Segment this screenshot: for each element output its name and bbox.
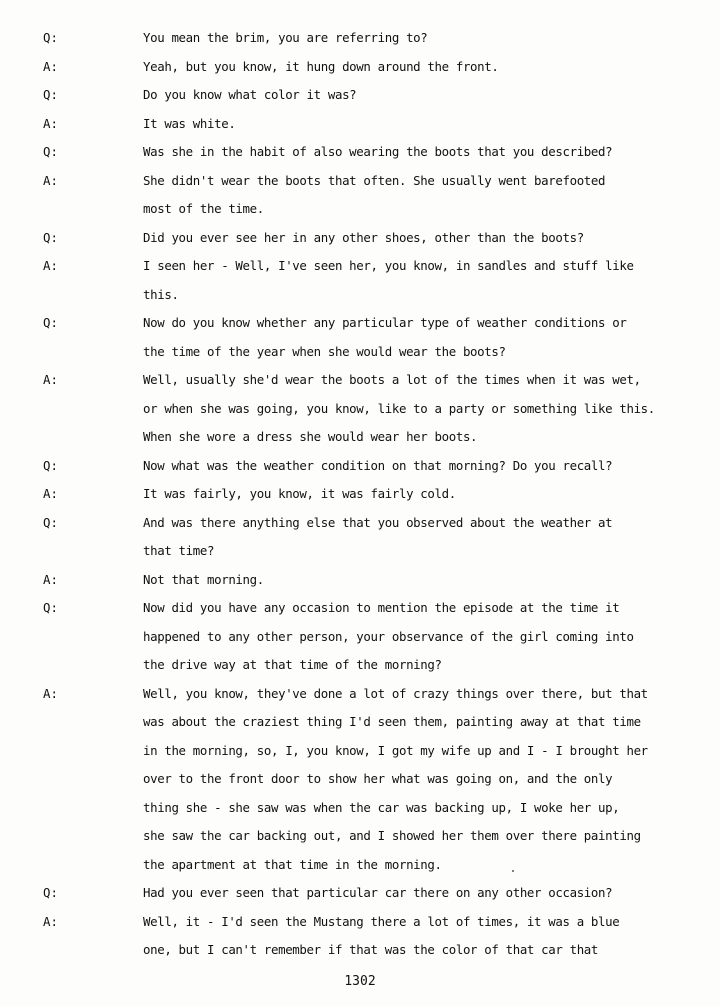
line-text: thing she - she saw was when the car was backing up, I woke her up,	[143, 799, 620, 815]
line-text: She didn't wear the boots that often. She usually went barefooted	[143, 172, 606, 188]
transcript-line	[0, 281, 720, 309]
line-text: most of the time.	[143, 201, 264, 216]
transcript-line	[0, 765, 720, 793]
transcript-line	[0, 81, 720, 109]
line-text: Well, usually she'd wear the boots a lot of the times when it was wet,	[143, 372, 641, 387]
line-text: Well, you know, they've done a lot of crazy things over there, but that	[143, 685, 648, 701]
transcript-line	[0, 252, 720, 280]
speaker-label: A:	[43, 685, 58, 701]
speaker-label: Q:	[43, 87, 58, 102]
line-text: the drive way at that time of the morning?	[143, 657, 442, 672]
line-text: When she wore a dress she would wear her boots.	[143, 429, 478, 444]
line-text: I seen her - Well, I've seen her, you know, in sandles and stuff like	[143, 258, 634, 273]
line-text: the apartment at that time in the morning.	[143, 856, 442, 872]
line-text: or when she was going, you know, like to a party or something like this.	[143, 400, 655, 416]
transcript-line	[0, 195, 720, 223]
transcript-line	[0, 879, 720, 907]
speaker-label: A:	[43, 372, 58, 387]
transcript-line	[0, 537, 720, 565]
line-text: Not that morning.	[143, 571, 264, 587]
transcript-line	[0, 366, 720, 394]
transcript-line	[0, 309, 720, 337]
speaker-label: Q:	[43, 600, 58, 615]
transcript-line	[0, 423, 720, 451]
transcript-line	[0, 851, 720, 879]
transcript-line	[0, 138, 720, 166]
line-text: It was white.	[143, 115, 236, 131]
transcript-line	[0, 338, 720, 366]
transcript-line	[0, 509, 720, 537]
speaker-label: A:	[43, 172, 58, 188]
transcript-line	[0, 452, 720, 480]
line-text: Did you ever see her in any other shoes, other than the boots?	[143, 229, 584, 245]
transcript-line	[0, 680, 720, 708]
speaker-label: A:	[43, 486, 58, 501]
line-text: It was fairly, you know, it was fairly cold.	[143, 486, 456, 501]
scan-speck	[512, 870, 514, 872]
line-text: happened to any other person, your observance of the girl coming into	[143, 628, 634, 644]
speaker-label: Q:	[43, 885, 58, 900]
page-number: 1302	[344, 974, 376, 989]
line-text: Had you ever seen that particular car there on any other occasion?	[143, 885, 613, 900]
transcript-line	[0, 480, 720, 508]
transcript-line	[0, 566, 720, 594]
speaker-label: Q:	[43, 144, 58, 159]
line-text: was about the craziest thing I'd seen them, painting away at that time	[143, 714, 641, 729]
speaker-label: Q:	[43, 229, 58, 245]
line-text: You mean the brim, you are referring to?	[143, 30, 428, 45]
transcript-line	[0, 53, 720, 81]
line-text: Now did you have any occasion to mention the episode at the time it	[143, 600, 620, 615]
line-text: the time of the year when she would wear the boots?	[143, 343, 506, 359]
speaker-label: Q:	[43, 514, 58, 530]
line-text: in the morning, so, I, you know, I got my wife up and I - I brought her	[143, 742, 648, 758]
line-text: that time?	[143, 543, 215, 558]
transcript-line	[0, 24, 720, 52]
speaker-label: Q:	[43, 315, 58, 330]
transcript-line	[0, 651, 720, 679]
speaker-label: A:	[43, 913, 58, 929]
transcript-line	[0, 594, 720, 622]
transcript-line	[0, 708, 720, 736]
line-text: Well, it - I'd seen the Mustang there a lot of times, it was a blue	[143, 913, 620, 929]
speaker-label: Q:	[43, 30, 58, 45]
transcript-line	[0, 167, 720, 195]
transcript-line	[0, 395, 720, 423]
line-text: this.	[143, 286, 179, 302]
speaker-label: A:	[43, 58, 58, 74]
line-text: Was she in the habit of also wearing the boots that you described?	[143, 144, 613, 159]
speaker-label: A:	[43, 115, 58, 131]
transcript-line	[0, 822, 720, 850]
line-text: one, but I can't remember if that was the color of that car that	[143, 942, 599, 957]
line-text: And was there anything else that you observed about the weather at	[143, 514, 613, 530]
line-text: Now do you know whether any particular type of weather conditions or	[143, 315, 627, 330]
line-text: Do you know what color it was?	[143, 87, 357, 102]
transcript-line	[0, 908, 720, 936]
speaker-label: A:	[43, 571, 58, 587]
line-text: Yeah, but you know, it hung down around the front.	[143, 58, 499, 74]
line-text: Now what was the weather condition on that morning? Do you recall?	[143, 457, 613, 473]
transcript-line	[0, 224, 720, 252]
transcript-line	[0, 794, 720, 822]
line-text: over to the front door to show her what was going on, and the only	[143, 771, 613, 786]
transcript-line	[0, 110, 720, 138]
speaker-label: Q:	[43, 457, 58, 473]
transcript-line	[0, 936, 720, 964]
line-text: she saw the car backing out, and I showed her them over there painting	[143, 828, 641, 843]
transcript-line	[0, 623, 720, 651]
transcript-line	[0, 737, 720, 765]
speaker-label: A:	[43, 258, 58, 273]
